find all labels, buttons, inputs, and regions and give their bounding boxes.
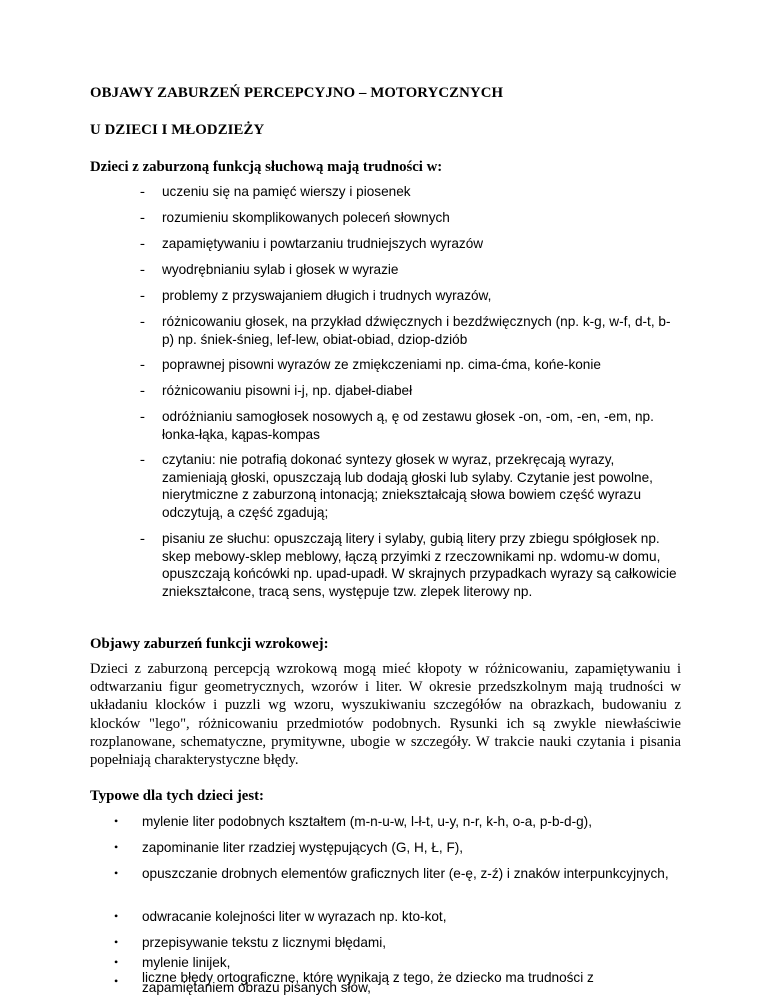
bullet-marker: • [114,866,119,880]
list-item-text: pisaniu ze słuchu: opuszczają litery i sylaby, gubią litery przy zbiegu spółgłosek np. skep mebowy-sklep meblowy, łączą przyimki z rzeczownikami np. wdomu-w domu, opuszczają końcówki np. upad-upadł. W skrajnych przypadkach wyrazy są całkowicie zniekształcone, tracą sens, występuje tzw. zlepek literowy np. [162,531,677,599]
dash-marker: - [140,210,145,226]
list-item-text: przepisywanie tekstu z licznymi błędami, [142,935,387,950]
list-item-text: problemy z przyswajaniem długich i trudnych wyrazów, [162,288,492,303]
list-item-text: zapamiętywaniu i powtarzaniu trudniejszych wyrazów [162,236,484,251]
list-item-text: wyodrębnianiu sylab i głosek w wyrazie [162,262,399,277]
dash-marker: - [140,452,145,468]
list-item-text: różnicowaniu głosek, na przykład dźwięcznych i bezdźwięcznych (np. k-g, w-f, d-t, b-p) np. śniek-śnieg, lef-lew, obiat-obiad, dziop-dziób [162,314,671,347]
document-subtitle: U DZIECI I MŁODZIEŻY [90,122,265,138]
list-item-text: opuszczanie drobnych elementów graficznych liter (e-ę, z-ź) i znaków interpunkcyjnych, [142,866,669,881]
bullet-marker: • [114,935,119,949]
list-item-text: uczeniu się na pamięć wierszy i piosenek [162,184,411,199]
list-item-text: odwracanie kolejności liter w wyrazach np. kto-kot, [142,909,447,924]
dash-marker: - [140,262,145,278]
dash-marker: - [140,409,145,425]
list-item-text: różnicowaniu pisowni i-j, np. djabeł-diabeł [162,383,413,398]
typical-symptoms-heading: Typowe dla tych dzieci jest: [90,788,264,804]
bullet-marker: • [114,840,119,854]
list-item-text: odróżnianiu samogłosek nosowych ą, ę od zestawu głosek -on, -om, -en, -em, np. łonka-łąka, kąpas-kompas [162,409,654,442]
bullet-marker: • [114,955,119,969]
list-item-text: rozumieniu skomplikowanych poleceń słownych [162,210,450,225]
dash-marker: - [140,236,145,252]
list-item-text: poprawnej pisowni wyrazów ze zmiękczeniami np. cima-ćma, końe-konie [162,357,601,372]
visual-section-heading: Objawy zaburzeń funkcji wzrokowej: [90,636,329,652]
bullet-marker: • [114,974,119,988]
document-title: OBJAWY ZABURZEŃ PERCEPCYJNO – MOTORYCZNYCH [90,85,504,101]
dash-marker: - [140,531,145,547]
dash-marker: - [140,383,145,399]
auditory-section-heading: Dzieci z zaburzoną funkcją słuchową mają trudności w: [90,159,443,175]
list-item-text: mylenie linijek, [142,955,231,970]
visual-description-paragraph: Dzieci z zaburzoną percepcją wzrokową mogą mieć kłopoty w różnicowaniu, zapamiętywaniu i odtwarzaniu figur geometrycznych, wzorów i liter. W okresie przedszkolnym mają trudności w układaniu klocków i puzzli wg wzoru, wyszukiwaniu szczegółów na obrazkach, budowaniu z klocków "lego", różnicowaniu przedmiotów podobnych. Rysunki ich są zwykle niewłaściwie rozplanowane, schematyczne, prymitywne, ubogie w szczegóły. W trakcie nauki czytania i pisania popełniają charakterystyczne błędy. [90,661,681,769]
list-item-text: czytaniu: nie potrafią dokonać syntezy głosek w wyraz, przekręcają wyrazy, zamieniają głoski, opuszczają lub dodają głoski lub sylaby. Czytanie jest powolne, nierytmiczne z zaburzoną intonacją; zniekształcają słowa bowiem część wyrazu odczytują, a część zgadują; [162,452,653,520]
dash-marker: - [140,314,145,330]
bullet-marker: • [114,909,119,923]
dash-marker: - [140,184,145,200]
dash-marker: - [140,288,145,304]
list-item-text: liczne błędy ortograficzne, które wynikają z tego, że dziecko ma trudności z zapamiętaniem obrazu pisanych słów, [142,970,594,995]
list-item-text: mylenie liter podobnych kształtem (m-n-u-w, l-ł-t, u-y, n-r, k-h, o-a, p-b-d-g), [142,814,592,829]
list-item-text: zapominanie liter rzadziej występujących (G, H, Ł, F), [142,840,464,855]
dash-marker: - [140,357,145,373]
bullet-marker: • [114,814,119,828]
